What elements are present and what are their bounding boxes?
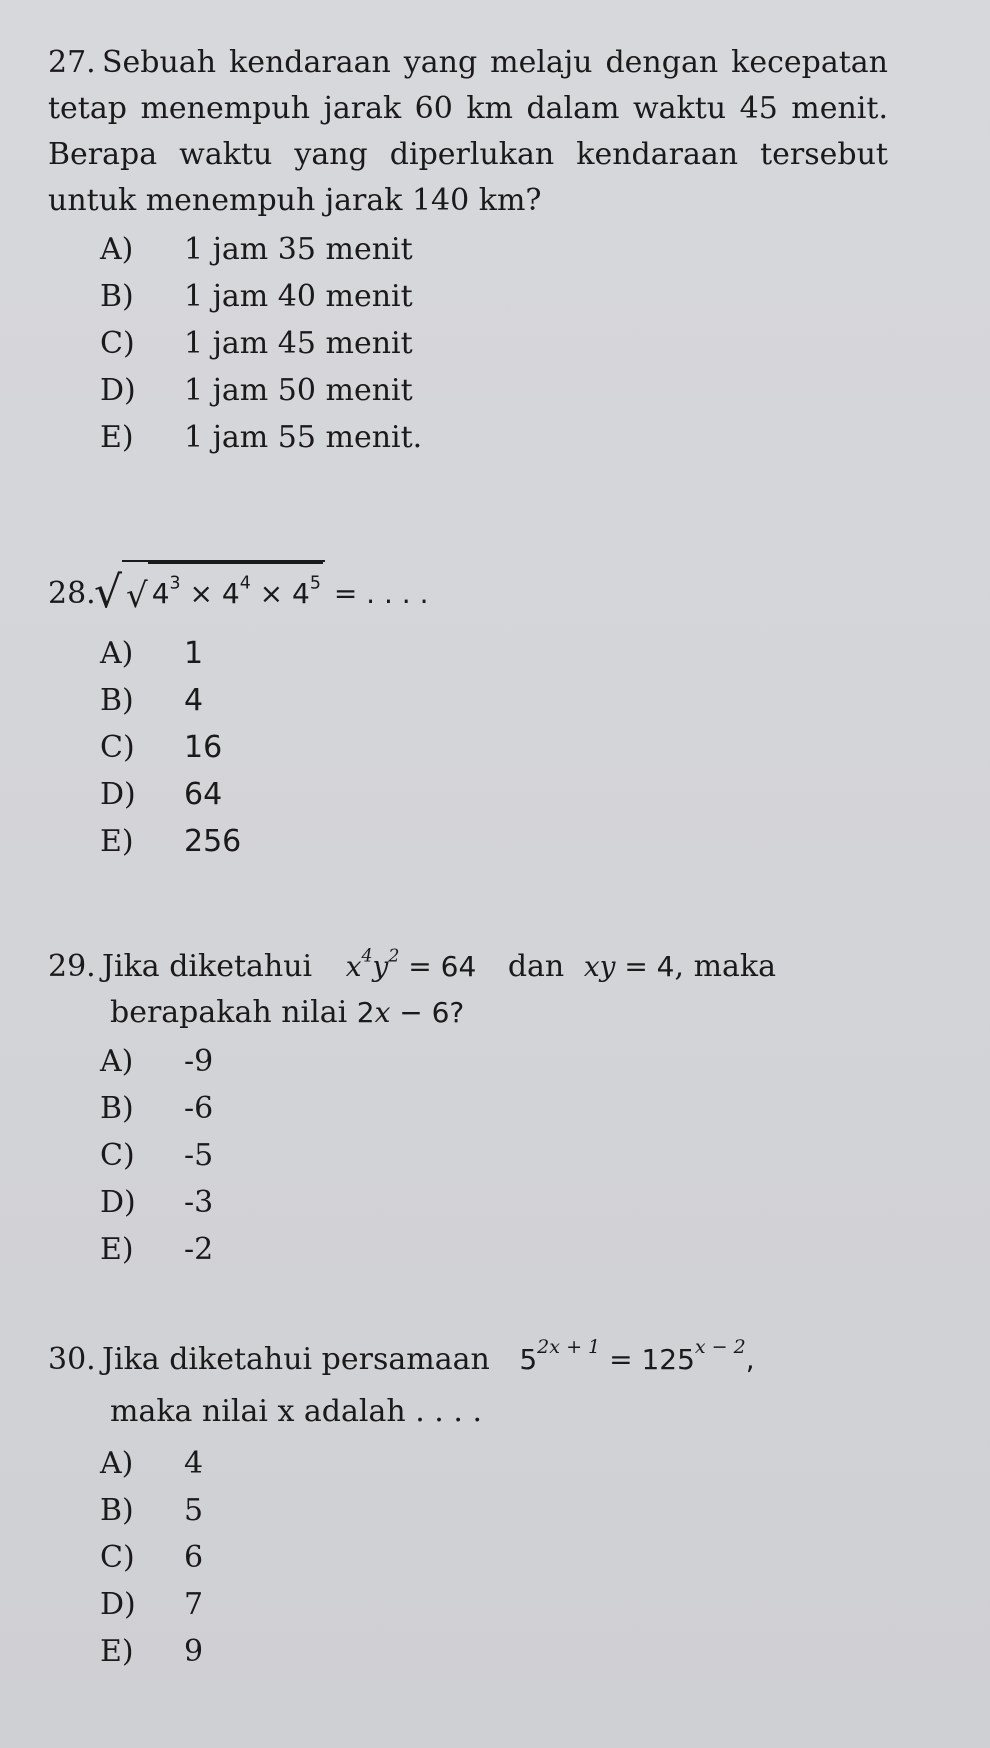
option-e[interactable]: E) 1 jam 55 menit. (100, 420, 423, 455)
option-b[interactable]: B) -6 (100, 1091, 214, 1126)
question-number: 29. (48, 949, 96, 984)
option-a[interactable]: A) 4 (100, 1446, 204, 1481)
question-28-stem (48, 560, 888, 626)
option-c[interactable]: C) 1 jam 45 menit (100, 326, 413, 361)
options-27 (48, 226, 888, 461)
option-c[interactable]: C) 6 (100, 1540, 204, 1575)
target-expression: 2x − 6? (356, 996, 465, 1029)
question-30 (48, 1334, 888, 1675)
inner-radical-sign: √ (126, 576, 148, 616)
equation-2: xy = 4 (583, 950, 675, 983)
option-b[interactable]: B) 5 (100, 1493, 204, 1528)
question-27 (48, 40, 888, 461)
option-e[interactable]: E) 256 (100, 824, 242, 859)
question-text: Sebuah kendaraan yang melaju dengan kecepatan tetap menempuh jarak 60 km dalam waktu 45 menit. Berapa waktu yang diperlukan kendaraan tersebut untuk menempuh jarak 140 km? (48, 45, 888, 218)
option-e[interactable]: E) -2 (100, 1232, 214, 1267)
option-a[interactable]: A) 1 jam 35 menit (100, 232, 413, 267)
option-a[interactable]: A) -9 (100, 1044, 214, 1079)
option-c[interactable]: C) 16 (100, 730, 223, 765)
option-d[interactable]: D) 64 (100, 777, 223, 812)
question-number: 28. (48, 576, 96, 611)
question-number: 30. (48, 1342, 96, 1377)
option-a[interactable]: A) 1 (100, 636, 204, 671)
question-28 (48, 560, 888, 865)
option-c[interactable]: C) -5 (100, 1138, 214, 1173)
options-29 (48, 1038, 888, 1273)
question-29-stem: 29. Jika diketahui $x^4y^2 = 64$ dan xy = 4, maka berapakah nilai 2x − 6? (48, 944, 888, 1036)
outer-radical-body (122, 560, 325, 626)
question-number: 27. (48, 45, 96, 80)
option-b[interactable]: B) 1 jam 40 menit (100, 279, 413, 314)
options-30 (48, 1440, 888, 1675)
option-b[interactable]: B) 4 (100, 683, 204, 718)
nested-radical-expression: √ √ $4^3 \times 4^4 \times 4^5$ = . . . . (94, 577, 428, 610)
question-27-stem (48, 40, 888, 224)
inner-radical-body: $4^3 \times 4^4 \times 4^5$ (148, 562, 323, 624)
option-d[interactable]: D) 1 jam 50 menit (100, 373, 413, 408)
option-e[interactable]: E) 9 (100, 1634, 204, 1669)
exponential-equation: $5^{2x + 1} = 125^{x - 2}$, (519, 1335, 755, 1376)
equation-1: $x^4y^2 = 64$ (345, 946, 477, 983)
option-d[interactable]: D) 7 (100, 1587, 204, 1622)
option-d[interactable]: D) -3 (100, 1185, 214, 1220)
question-30-stem: 30. Jika diketahui persamaan $5^{2x + 1} = 125^{x - 2}$, maka nilai x adalah . . . . (48, 1335, 755, 1429)
outer-radical-sign: √ (94, 567, 123, 618)
question-29 (48, 944, 888, 1273)
options-28 (48, 630, 888, 865)
